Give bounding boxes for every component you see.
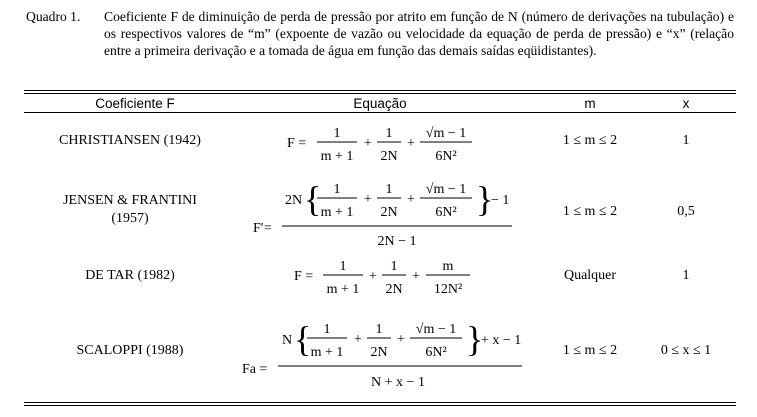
eq4-lhs: Fa = <box>242 362 268 377</box>
eq1-t3-den: 6N² <box>435 149 457 164</box>
row-2-equation <box>253 179 512 249</box>
row-1-equation <box>287 126 472 164</box>
eq4-t3-num: √m − 1 <box>415 322 457 337</box>
row-1-m: 1 ≤ m ≤ 2 <box>562 133 618 148</box>
row-4-equation <box>242 319 522 390</box>
eq2-t3-num: √m − 1 <box>425 182 467 197</box>
eq4-t2-num: 1 <box>375 322 383 337</box>
eq2-right-brace-icon: } <box>476 179 494 219</box>
row-3-equation <box>294 259 470 297</box>
row-4-name: SCALOPPI (1988) <box>76 343 184 358</box>
eq2-t1-num: 1 <box>333 182 341 197</box>
eq1-t1-num: 1 <box>333 126 341 141</box>
eq1-t3-num: √m − 1 <box>425 126 467 141</box>
eq4-t1-den: m + 1 <box>310 345 344 360</box>
header-equacao: Equação <box>353 96 407 111</box>
caption-label: Quadro 1. <box>26 9 81 24</box>
eq4-plus1: + <box>354 332 362 347</box>
eq3-t1-num: 1 <box>339 259 347 274</box>
eq4-t3-den: 6N² <box>425 345 447 360</box>
eq2-t2-den: 2N <box>380 205 398 220</box>
eq2-lhs: F′= <box>253 221 272 236</box>
eq1-plus1: + <box>364 136 372 151</box>
eq3-lhs: F = <box>294 269 314 284</box>
eq3-plus1: + <box>369 269 377 284</box>
eq2-plus1: + <box>364 192 372 207</box>
row-3-name: DE TAR (1982) <box>85 268 175 283</box>
eq3-t3-den: 12N² <box>433 282 463 297</box>
eq2-t1-den: m + 1 <box>320 205 354 220</box>
eq4-right-brace-icon: } <box>466 319 484 359</box>
header-x: x <box>682 96 690 111</box>
row-2-x: 0,5 <box>677 204 695 219</box>
eq4-left-brace-icon: { <box>294 319 312 359</box>
row-2-name-line1: JENSEN & FRANTINI <box>63 193 197 208</box>
eq4-tail: + x − 1 <box>481 333 522 348</box>
eq3-t3-num: m <box>442 259 454 274</box>
row-3-m: Qualquer <box>563 268 617 283</box>
row-3-x: 1 <box>682 268 690 283</box>
eq2-tail: − 1 <box>491 193 510 208</box>
header-m: m <box>584 96 596 111</box>
eq1-t2-den: 2N <box>380 149 398 164</box>
eq3-t2-num: 1 <box>390 259 398 274</box>
row-1-name: CHRISTIANSEN (1942) <box>59 133 201 148</box>
eq4-t1-num: 1 <box>323 322 331 337</box>
row-2-m: 1 ≤ m ≤ 2 <box>562 204 618 219</box>
eq3-t1-den: m + 1 <box>326 282 360 297</box>
row-2-name-line2: (1957) <box>111 211 149 226</box>
eq2-t3-den: 6N² <box>435 205 457 220</box>
eq3-t2-den: 2N <box>385 282 403 297</box>
eq3-plus2: + <box>412 269 420 284</box>
eq2-t2-num: 1 <box>385 182 393 197</box>
eq4-den: N + x − 1 <box>371 375 425 390</box>
eq4-t2-den: 2N <box>370 345 388 360</box>
eq1-t2-num: 1 <box>385 126 393 141</box>
eq1-t1-den: m + 1 <box>320 149 354 164</box>
row-4-x: 0 ≤ x ≤ 1 <box>660 343 712 358</box>
eq4-coef: N <box>282 333 293 348</box>
eq2-left-brace-icon: { <box>304 179 322 219</box>
eq4-plus2: + <box>397 332 405 347</box>
row-1-x: 1 <box>682 133 690 148</box>
eq2-plus2: + <box>407 192 415 207</box>
eq1-lhs: F = <box>287 136 307 151</box>
header-coeficiente: Coeficiente F <box>95 96 175 111</box>
row-4-m: 1 ≤ m ≤ 2 <box>562 343 618 358</box>
eq1-plus2: + <box>407 136 415 151</box>
eq2-den: 2N − 1 <box>377 234 417 249</box>
caption-text: Coeficiente F de diminuição de perda de pressão por atrito em função de N (número de derivações na tubulação) e os respectivos valores de “m” (expoente de vazão ou velocidade da equação de perda de pressão) e “x” (relação entre a primeira derivação e a tomada de água em função das demais saídas eqüidistantes). <box>104 9 734 58</box>
eq2-coef: 2N <box>285 193 303 208</box>
